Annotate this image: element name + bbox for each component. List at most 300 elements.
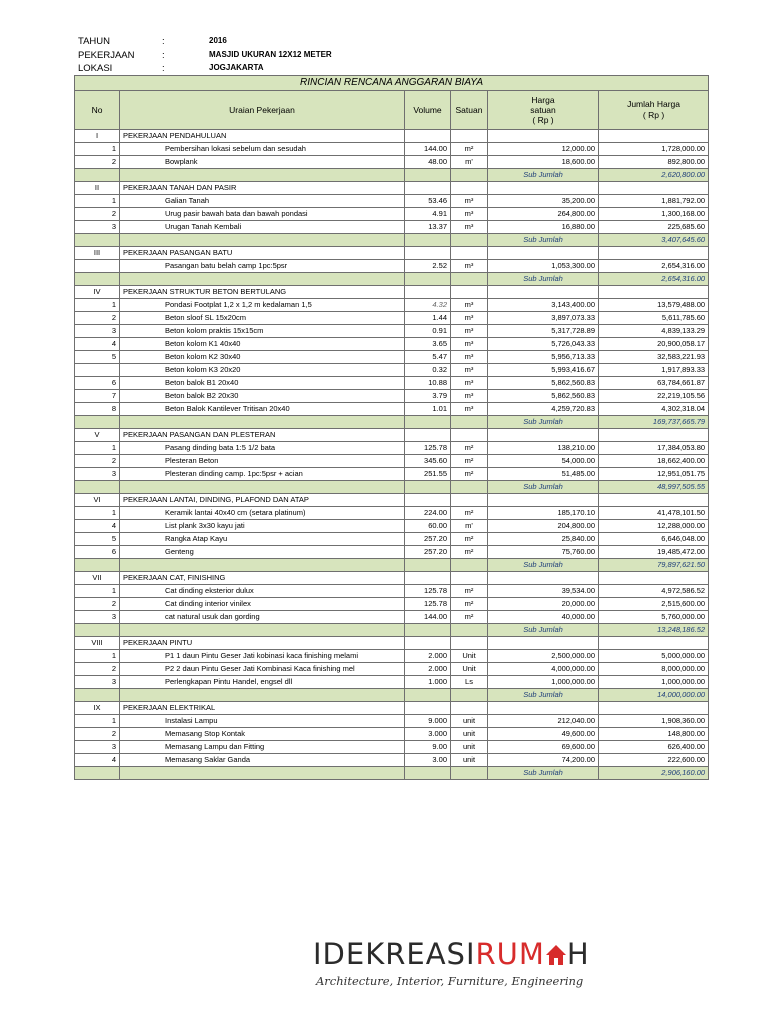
item-description: Instalasi Lampu xyxy=(120,715,405,728)
item-volume: 9.00 xyxy=(405,741,451,754)
item-total: 13,579,488.00 xyxy=(599,299,709,312)
item-unit-price: 39,534.00 xyxy=(488,585,599,598)
item-description: Beton balok B1 20x40 xyxy=(120,377,405,390)
empty-cell xyxy=(75,273,120,286)
item-unit: m² xyxy=(451,468,488,481)
item-description: Rangka Atap Kayu xyxy=(120,533,405,546)
empty-cell xyxy=(405,182,451,195)
item-total: 1,000,000.00 xyxy=(599,676,709,689)
empty-cell xyxy=(599,572,709,585)
section-title: PEKERJAAN CAT, FINISHING xyxy=(120,572,405,585)
item-unit-price: 40,000.00 xyxy=(488,611,599,624)
section-header-row xyxy=(75,637,709,650)
item-number: 5 xyxy=(75,351,120,364)
item-unit-price: 35,200.00 xyxy=(488,195,599,208)
item-row xyxy=(75,195,709,208)
item-unit: m² xyxy=(451,533,488,546)
house-icon xyxy=(545,938,567,960)
empty-cell xyxy=(488,429,599,442)
item-unit-price: 12,000.00 xyxy=(488,143,599,156)
item-volume: 0.91 xyxy=(405,325,451,338)
item-description: Bowplank xyxy=(120,156,405,169)
col-harga xyxy=(488,91,599,130)
empty-cell xyxy=(405,572,451,585)
item-description: Pondasi Footplat 1,2 x 1,2 m kedalaman 1,5 xyxy=(120,299,405,312)
empty-cell xyxy=(451,273,488,286)
section-number: V xyxy=(75,429,120,442)
item-description: Perlengkapan Pintu Handel, engsel dll xyxy=(120,676,405,689)
item-volume: 125.78 xyxy=(405,598,451,611)
item-volume: 9.000 xyxy=(405,715,451,728)
empty-cell xyxy=(488,494,599,507)
empty-cell xyxy=(599,182,709,195)
lokasi-value: JOGJAKARTA xyxy=(209,63,264,72)
subtotal-label: Sub Jumlah xyxy=(488,624,599,637)
item-volume: 60.00 xyxy=(405,520,451,533)
item-description: Pasangan batu belah camp 1pc:5psr xyxy=(120,260,405,273)
logo-part3: H xyxy=(566,937,590,971)
company-logo xyxy=(313,936,590,992)
empty-cell xyxy=(120,689,405,702)
empty-cell xyxy=(488,247,599,260)
section-title: PEKERJAAN PASANGAN DAN PLESTERAN xyxy=(120,429,405,442)
item-unit: m³ xyxy=(451,403,488,416)
item-unit-price: 51,485.00 xyxy=(488,468,599,481)
empty-cell xyxy=(405,689,451,702)
colon: : xyxy=(162,63,165,74)
table-title: RINCIAN RENCANA ANGGARAN BIAYA xyxy=(75,76,709,91)
item-volume: 4.91 xyxy=(405,208,451,221)
item-total: 148,800.00 xyxy=(599,728,709,741)
empty-cell xyxy=(405,169,451,182)
item-row xyxy=(75,351,709,364)
item-unit-price: 16,880.00 xyxy=(488,221,599,234)
item-number: 3 xyxy=(75,221,120,234)
item-unit: m³ xyxy=(451,195,488,208)
item-volume: 2.000 xyxy=(405,663,451,676)
item-number: 6 xyxy=(75,377,120,390)
item-number: 1 xyxy=(75,143,120,156)
section-header-row xyxy=(75,182,709,195)
empty-cell xyxy=(599,429,709,442)
section-number: IV xyxy=(75,286,120,299)
item-total: 1,908,360.00 xyxy=(599,715,709,728)
item-unit: m³ xyxy=(451,338,488,351)
empty-cell xyxy=(488,637,599,650)
item-total: 4,302,318.04 xyxy=(599,403,709,416)
item-volume: 251.55 xyxy=(405,468,451,481)
col-harga-mid: satuan xyxy=(530,105,556,115)
item-total: 2,515,600.00 xyxy=(599,598,709,611)
item-total: 32,583,221.93 xyxy=(599,351,709,364)
item-number: 1 xyxy=(75,507,120,520)
item-unit-price: 75,760.00 xyxy=(488,546,599,559)
item-description: P2 2 daun Pintu Geser Jati Kombinasi Kaca finishing mel xyxy=(120,663,405,676)
item-number: 7 xyxy=(75,390,120,403)
item-unit-price: 49,600.00 xyxy=(488,728,599,741)
item-row xyxy=(75,546,709,559)
item-total: 225,685.60 xyxy=(599,221,709,234)
item-volume: 2.000 xyxy=(405,650,451,663)
item-total: 1,917,893.33 xyxy=(599,364,709,377)
empty-cell xyxy=(488,182,599,195)
subtotal-amount: 2,906,160.00 xyxy=(599,767,709,780)
item-total: 892,800.00 xyxy=(599,156,709,169)
item-volume: 257.20 xyxy=(405,533,451,546)
budget-table xyxy=(74,75,709,780)
item-description: cat natural usuk dan gording xyxy=(120,611,405,624)
item-unit: m³ xyxy=(451,208,488,221)
item-row xyxy=(75,221,709,234)
item-unit: unit xyxy=(451,741,488,754)
empty-cell xyxy=(120,481,405,494)
empty-cell xyxy=(488,286,599,299)
item-total: 1,881,792.00 xyxy=(599,195,709,208)
item-number: 5 xyxy=(75,533,120,546)
item-total: 4,972,586.52 xyxy=(599,585,709,598)
item-unit-price: 5,862,560.83 xyxy=(488,390,599,403)
empty-cell xyxy=(75,169,120,182)
empty-cell xyxy=(451,559,488,572)
subtotal-amount: 3,407,645.60 xyxy=(599,234,709,247)
empty-cell xyxy=(75,234,120,247)
empty-cell xyxy=(120,273,405,286)
item-unit-price: 212,040.00 xyxy=(488,715,599,728)
empty-cell xyxy=(451,637,488,650)
item-description: Cat dinding eksterior dulux xyxy=(120,585,405,598)
item-number: 3 xyxy=(75,676,120,689)
item-volume: 13.37 xyxy=(405,221,451,234)
section-title: PEKERJAAN PASANGAN BATU xyxy=(120,247,405,260)
subtotal-label: Sub Jumlah xyxy=(488,273,599,286)
item-unit: m² xyxy=(451,598,488,611)
section-number: VII xyxy=(75,572,120,585)
col-harga-top: Harga xyxy=(531,95,555,105)
item-volume: 3.79 xyxy=(405,390,451,403)
logo-wordmark xyxy=(313,936,590,972)
item-volume: 48.00 xyxy=(405,156,451,169)
empty-cell xyxy=(120,169,405,182)
item-description: Urug pasir bawah bata dan bawah pondasi xyxy=(120,208,405,221)
col-jumlah xyxy=(599,91,709,130)
item-unit: Unit xyxy=(451,663,488,676)
empty-cell xyxy=(599,286,709,299)
item-number: 2 xyxy=(75,598,120,611)
item-volume: 2.52 xyxy=(405,260,451,273)
item-row xyxy=(75,156,709,169)
item-row xyxy=(75,650,709,663)
item-unit: m³ xyxy=(451,364,488,377)
section-header-row xyxy=(75,247,709,260)
lokasi-label: LOKASI xyxy=(78,63,113,74)
item-row xyxy=(75,676,709,689)
subtotal-amount: 48,997,505.55 xyxy=(599,481,709,494)
item-unit: m³ xyxy=(451,299,488,312)
section-header-row xyxy=(75,702,709,715)
item-row xyxy=(75,442,709,455)
item-number: 1 xyxy=(75,195,120,208)
empty-cell xyxy=(451,702,488,715)
item-description: P1 1 daun Pintu Geser Jati kobinasi kaca finishing melami xyxy=(120,650,405,663)
section-title: PEKERJAAN ELEKTRIKAL xyxy=(120,702,405,715)
section-title: PEKERJAAN PINTU xyxy=(120,637,405,650)
empty-cell xyxy=(599,130,709,143)
subtotal-amount: 13,248,186.52 xyxy=(599,624,709,637)
item-unit-price: 1,053,300.00 xyxy=(488,260,599,273)
item-unit: m³ xyxy=(451,390,488,403)
item-row xyxy=(75,260,709,273)
item-number: 1 xyxy=(75,715,120,728)
item-row xyxy=(75,403,709,416)
col-uraian: Uraian Pekerjaan xyxy=(120,91,405,130)
item-unit-price: 4,000,000.00 xyxy=(488,663,599,676)
item-number xyxy=(75,364,120,377)
section-number: VIII xyxy=(75,637,120,650)
colon: : xyxy=(162,36,165,47)
empty-cell xyxy=(405,767,451,780)
item-unit-price: 3,897,073.33 xyxy=(488,312,599,325)
item-number: 3 xyxy=(75,611,120,624)
empty-cell xyxy=(488,572,599,585)
item-unit-price: 185,170.10 xyxy=(488,507,599,520)
empty-cell xyxy=(405,247,451,260)
col-no: No xyxy=(75,91,120,130)
item-row xyxy=(75,455,709,468)
item-row xyxy=(75,533,709,546)
item-number: 4 xyxy=(75,338,120,351)
item-number: 2 xyxy=(75,156,120,169)
item-unit: m³ xyxy=(451,312,488,325)
item-total: 19,485,472.00 xyxy=(599,546,709,559)
empty-cell xyxy=(599,247,709,260)
item-description: Pasang dinding bata 1:5 1/2 bata xyxy=(120,442,405,455)
item-total: 6,646,048.00 xyxy=(599,533,709,546)
item-unit: m³ xyxy=(451,260,488,273)
item-description: Genteng xyxy=(120,546,405,559)
empty-cell xyxy=(120,559,405,572)
section-title: PEKERJAAN LANTAI, DINDING, PLAFOND DAN ATAP xyxy=(120,494,405,507)
pekerjaan-label: PEKERJAAN xyxy=(78,50,135,61)
item-number: 2 xyxy=(75,728,120,741)
empty-cell xyxy=(75,559,120,572)
subtotal-amount: 14,000,000.00 xyxy=(599,689,709,702)
item-row xyxy=(75,312,709,325)
empty-cell xyxy=(405,429,451,442)
item-row xyxy=(75,741,709,754)
logo-part1: IDEKREASI xyxy=(313,937,476,971)
item-row xyxy=(75,299,709,312)
item-row xyxy=(75,754,709,767)
item-number: 1 xyxy=(75,299,120,312)
item-unit: unit xyxy=(451,754,488,767)
item-unit-price: 264,800.00 xyxy=(488,208,599,221)
table-title-row xyxy=(75,76,709,91)
item-row xyxy=(75,143,709,156)
item-volume: 257.20 xyxy=(405,546,451,559)
item-unit: unit xyxy=(451,728,488,741)
item-volume: 4.32 xyxy=(405,299,451,312)
colon: : xyxy=(162,50,165,61)
empty-cell xyxy=(120,624,405,637)
empty-cell xyxy=(451,286,488,299)
item-number: 2 xyxy=(75,663,120,676)
item-total: 222,600.00 xyxy=(599,754,709,767)
subtotal-row xyxy=(75,416,709,429)
section-header-row xyxy=(75,429,709,442)
section-title: PEKERJAAN STRUKTUR BETON BERTULANG xyxy=(120,286,405,299)
section-title: PEKERJAAN PENDAHULUAN xyxy=(120,130,405,143)
subtotal-row xyxy=(75,169,709,182)
item-volume: 224.00 xyxy=(405,507,451,520)
item-total: 1,728,000.00 xyxy=(599,143,709,156)
item-volume: 5.47 xyxy=(405,351,451,364)
item-description: Keramik lantai 40x40 cm (setara platinum) xyxy=(120,507,405,520)
item-unit: m' xyxy=(451,520,488,533)
empty-cell xyxy=(488,130,599,143)
logo-tagline: Architecture, Interior, Furniture, Engineering xyxy=(316,974,584,988)
item-number xyxy=(75,260,120,273)
item-unit-price: 3,143,400.00 xyxy=(488,299,599,312)
empty-cell xyxy=(120,234,405,247)
empty-cell xyxy=(599,494,709,507)
empty-cell xyxy=(405,624,451,637)
item-number: 8 xyxy=(75,403,120,416)
item-unit-price: 18,600.00 xyxy=(488,156,599,169)
subtotal-amount: 79,897,621.50 xyxy=(599,559,709,572)
item-unit-price: 5,862,560.83 xyxy=(488,377,599,390)
item-number: 2 xyxy=(75,312,120,325)
item-unit-price: 69,600.00 xyxy=(488,741,599,754)
item-volume: 3.000 xyxy=(405,728,451,741)
section-number: I xyxy=(75,130,120,143)
item-row xyxy=(75,468,709,481)
item-description: Beton sloof SL 15x20cm xyxy=(120,312,405,325)
subtotal-row xyxy=(75,767,709,780)
item-description: Memasang Lampu dan Fitting xyxy=(120,741,405,754)
item-row xyxy=(75,208,709,221)
column-header-row xyxy=(75,91,709,130)
item-unit: m² xyxy=(451,546,488,559)
empty-cell xyxy=(405,494,451,507)
item-unit: m' xyxy=(451,156,488,169)
section-number: III xyxy=(75,247,120,260)
col-volume: Volume xyxy=(405,91,451,130)
item-unit: m² xyxy=(451,143,488,156)
subtotal-label: Sub Jumlah xyxy=(488,234,599,247)
item-unit-price: 54,000.00 xyxy=(488,455,599,468)
item-total: 5,760,000.00 xyxy=(599,611,709,624)
item-description: Urugan Tanah Kembali xyxy=(120,221,405,234)
item-unit: m² xyxy=(451,507,488,520)
item-row xyxy=(75,715,709,728)
item-unit: m³ xyxy=(451,377,488,390)
item-volume: 10.88 xyxy=(405,377,451,390)
item-volume: 125.78 xyxy=(405,585,451,598)
item-unit: m² xyxy=(451,442,488,455)
empty-cell xyxy=(451,689,488,702)
section-number: IX xyxy=(75,702,120,715)
empty-cell xyxy=(488,702,599,715)
empty-cell xyxy=(405,273,451,286)
subtotal-row xyxy=(75,624,709,637)
item-number: 1 xyxy=(75,650,120,663)
item-volume: 53.46 xyxy=(405,195,451,208)
item-description: Beton kolom K3 20x20 xyxy=(120,364,405,377)
item-row xyxy=(75,611,709,624)
section-title: PEKERJAAN TANAH DAN PASIR xyxy=(120,182,405,195)
item-row xyxy=(75,377,709,390)
item-total: 12,288,000.00 xyxy=(599,520,709,533)
item-number: 6 xyxy=(75,546,120,559)
empty-cell xyxy=(599,637,709,650)
empty-cell xyxy=(405,481,451,494)
item-description: Galian Tanah xyxy=(120,195,405,208)
item-unit-price: 20,000.00 xyxy=(488,598,599,611)
item-row xyxy=(75,338,709,351)
item-total: 5,000,000.00 xyxy=(599,650,709,663)
subtotal-amount: 169,737,665.79 xyxy=(599,416,709,429)
empty-cell xyxy=(75,689,120,702)
item-unit: Ls xyxy=(451,676,488,689)
subtotal-label: Sub Jumlah xyxy=(488,416,599,429)
empty-cell xyxy=(451,624,488,637)
empty-cell xyxy=(405,559,451,572)
item-volume: 125.78 xyxy=(405,442,451,455)
col-satuan: Satuan xyxy=(451,91,488,130)
empty-cell xyxy=(120,767,405,780)
subtotal-label: Sub Jumlah xyxy=(488,767,599,780)
item-description: Memasang Saklar Ganda xyxy=(120,754,405,767)
item-volume: 144.00 xyxy=(405,611,451,624)
col-harga-bot: ( Rp ) xyxy=(532,115,554,125)
subtotal-row xyxy=(75,234,709,247)
item-description: Plesteran dinding camp. 1pc:5psr + acian xyxy=(120,468,405,481)
empty-cell xyxy=(599,702,709,715)
item-unit: m² xyxy=(451,455,488,468)
subtotal-row xyxy=(75,559,709,572)
item-unit: Unit xyxy=(451,650,488,663)
empty-cell xyxy=(405,130,451,143)
item-total: 626,400.00 xyxy=(599,741,709,754)
subtotal-label: Sub Jumlah xyxy=(488,559,599,572)
item-total: 1,300,168.00 xyxy=(599,208,709,221)
item-volume: 345.60 xyxy=(405,455,451,468)
empty-cell xyxy=(451,429,488,442)
section-header-row xyxy=(75,494,709,507)
subtotal-row xyxy=(75,689,709,702)
item-total: 5,611,785.60 xyxy=(599,312,709,325)
item-description: Beton Balok Kantilever Tritisan 20x40 xyxy=(120,403,405,416)
empty-cell xyxy=(75,481,120,494)
empty-cell xyxy=(451,234,488,247)
pekerjaan-value: MASJID UKURAN 12X12 METER xyxy=(209,50,332,59)
empty-cell xyxy=(451,182,488,195)
item-unit-price: 5,956,713.33 xyxy=(488,351,599,364)
empty-cell xyxy=(405,286,451,299)
item-description: Beton kolom K1 40x40 xyxy=(120,338,405,351)
item-description: Beton kolom praktis 15x15cm xyxy=(120,325,405,338)
empty-cell xyxy=(451,416,488,429)
empty-cell xyxy=(405,637,451,650)
item-description: Beton kolom K2 30x40 xyxy=(120,351,405,364)
col-jumlah-top: Jumlah Harga xyxy=(627,99,680,109)
item-unit-price: 4,259,720.83 xyxy=(488,403,599,416)
item-unit-price: 74,200.00 xyxy=(488,754,599,767)
item-unit-price: 138,210.00 xyxy=(488,442,599,455)
subtotal-label: Sub Jumlah xyxy=(488,169,599,182)
item-number: 3 xyxy=(75,468,120,481)
subtotal-amount: 2,654,316.00 xyxy=(599,273,709,286)
